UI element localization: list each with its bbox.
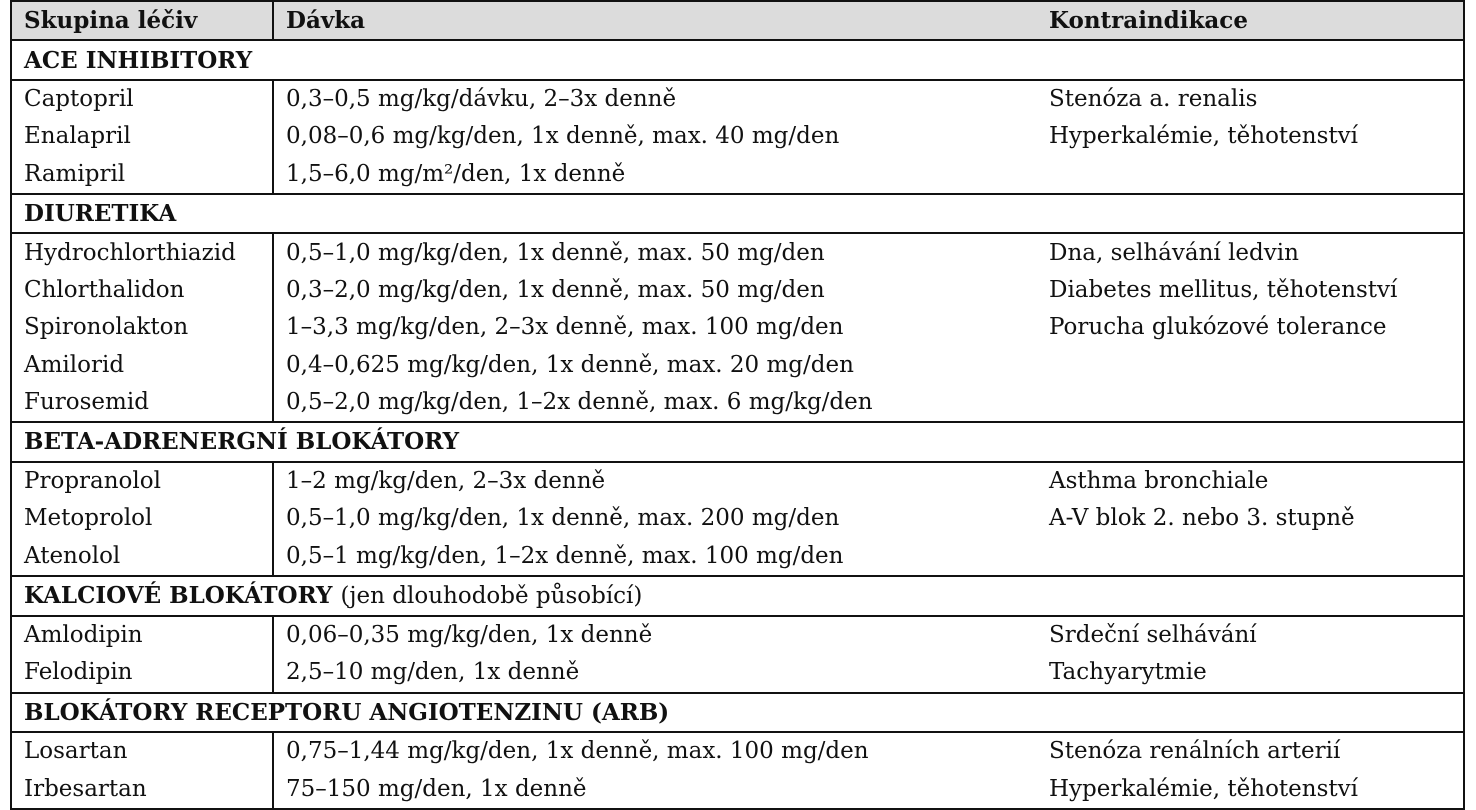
drug-name-cell: Irbesartan xyxy=(11,770,273,808)
table-row xyxy=(11,233,1464,271)
group-header-row xyxy=(11,194,1464,233)
contraindication-cell: A-V blok 2. nebo 3. stupně xyxy=(1049,505,1355,532)
contraindication-cell xyxy=(1037,156,1464,194)
drug-name-cell: Amilorid xyxy=(11,347,273,384)
dose-cell: 0,3–2,0 mg/kg/den, 1x denně, max. 50 mg/den xyxy=(286,276,825,303)
group-title-cell xyxy=(11,40,1464,79)
contraindication-cell: Srdeční selhávání xyxy=(1049,622,1257,649)
contraindication-cell xyxy=(1037,347,1464,384)
dose-cell: 0,08–0,6 mg/kg/den, 1x denně, max. 40 mg/den xyxy=(286,123,840,150)
group-title-cell xyxy=(11,194,1464,233)
table-row xyxy=(11,272,1464,309)
drug-name-cell: Chlorthalidon xyxy=(11,272,273,309)
table-row xyxy=(11,118,1464,155)
contraindication-cell xyxy=(1037,537,1464,575)
drug-name-cell: Propranolol xyxy=(11,462,273,500)
table-row xyxy=(11,384,1464,422)
drug-name-cell: Enalapril xyxy=(11,118,273,155)
contraindication-cell: Stenóza a. renalis xyxy=(1049,85,1258,112)
drug-name-cell: Atenolol xyxy=(11,537,273,575)
drug-name-cell: Losartan xyxy=(11,732,273,770)
contraindication-cell: Tachyarytmie xyxy=(1049,659,1207,686)
table-row xyxy=(11,309,1464,346)
contraindication-cell: Asthma bronchiale xyxy=(1049,467,1269,494)
contraindication-cell: Porucha glukózové tolerance xyxy=(1049,314,1387,341)
drug-name-cell: Ramipril xyxy=(11,156,273,194)
contraindication-cell: Hyperkalémie, těhotenství xyxy=(1049,123,1358,150)
group-title-cell xyxy=(11,576,1464,616)
group-title: BETA-ADRENERGNÍ BLOKÁTORY xyxy=(24,428,460,456)
table-row xyxy=(11,537,1464,575)
dose-cell: 0,5–1,0 mg/kg/den, 1x denně, max. 200 mg/den xyxy=(286,505,840,532)
table-row xyxy=(11,462,1464,500)
group-title: KALCIOVÉ BLOKÁTORY xyxy=(24,581,333,609)
group-title: ACE INHIBITORY xyxy=(24,46,253,74)
group-title-cell xyxy=(11,422,1464,461)
drug-name-cell: Metoprolol xyxy=(11,500,273,537)
drug-name-cell: Amlodipin xyxy=(11,616,273,654)
drug-name-cell: Hydrochlorthiazid xyxy=(11,233,273,271)
group-header-row xyxy=(11,40,1464,79)
group-title: BLOKÁTORY RECEPTORU ANGIOTENZINU (ARB) xyxy=(24,698,670,726)
contraindication-cell: Dna, selhávání ledvin xyxy=(1049,239,1299,266)
header-contraindication: Kontraindikace xyxy=(1037,1,1464,40)
table-row xyxy=(11,500,1464,537)
group-header-row xyxy=(11,576,1464,616)
drug-name-cell: Felodipin xyxy=(11,654,273,692)
dose-cell: 0,3–0,5 mg/kg/dávku, 2–3x denně xyxy=(286,85,677,112)
dose-cell: 0,4–0,625 mg/kg/den, 1x denně, max. 20 mg/den xyxy=(286,351,854,378)
table-row xyxy=(11,347,1464,384)
dose-cell: 1–3,3 mg/kg/den, 2–3x denně, max. 100 mg/den xyxy=(286,314,844,341)
dose-cell: 0,06–0,35 mg/kg/den, 1x denně xyxy=(286,622,653,649)
table-row xyxy=(11,80,1464,118)
group-header-row xyxy=(11,693,1464,732)
contraindication-cell xyxy=(1037,384,1464,422)
group-title: DIURETIKA xyxy=(24,200,177,228)
table-row xyxy=(11,156,1464,194)
dose-cell: 0,5–2,0 mg/kg/den, 1–2x denně, max. 6 mg/kg/den xyxy=(286,389,873,416)
table-row xyxy=(11,616,1464,654)
dose-cell: 0,5–1 mg/kg/den, 1–2x denně, max. 100 mg/den xyxy=(286,542,844,569)
table-header-row xyxy=(11,1,1464,40)
drug-name-cell: Captopril xyxy=(11,80,273,118)
dose-cell: 0,5–1,0 mg/kg/den, 1x denně, max. 50 mg/den xyxy=(286,239,825,266)
table-row xyxy=(11,654,1464,692)
group-title-cell xyxy=(11,693,1464,732)
group-header-row xyxy=(11,422,1464,461)
dose-cell: 0,75–1,44 mg/kg/den, 1x denně, max. 100 mg/den xyxy=(286,738,869,765)
dose-cell: 75–150 mg/den, 1x denně xyxy=(286,775,587,802)
table-row xyxy=(11,770,1464,808)
dose-cell: 2,5–10 mg/den, 1x denně xyxy=(286,659,580,686)
contraindication-cell: Stenóza renálních arterií xyxy=(1049,738,1341,765)
table-body xyxy=(11,40,1464,808)
contraindication-cell: Diabetes mellitus, těhotenství xyxy=(1049,276,1398,303)
table-row xyxy=(11,732,1464,770)
drug-name-cell: Furosemid xyxy=(11,384,273,422)
antihypertensive-drug-table xyxy=(10,0,1465,810)
group-note: (jen dlouhodobě působící) xyxy=(340,582,643,609)
dose-cell: 1,5–6,0 mg/m²/den, 1x denně xyxy=(286,160,626,187)
dose-cell: 1–2 mg/kg/den, 2–3x denně xyxy=(286,467,606,494)
drug-name-cell: Spironolakton xyxy=(11,309,273,346)
contraindication-cell: Hyperkalémie, těhotenství xyxy=(1049,775,1358,802)
header-dose: Dávka xyxy=(273,1,1037,40)
header-drug-group: Skupina léčiv xyxy=(11,1,273,40)
